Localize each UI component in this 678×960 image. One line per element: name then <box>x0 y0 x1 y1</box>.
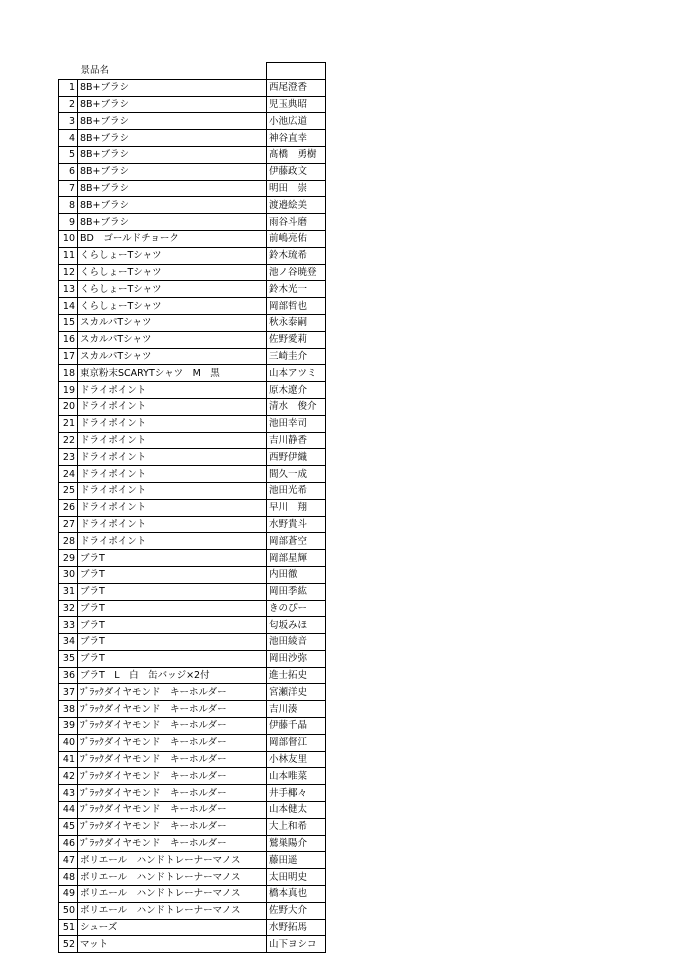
table-row <box>59 398 326 415</box>
row-number-cell: 24 <box>59 466 78 483</box>
row-number-cell: 47 <box>59 852 78 869</box>
row-number-cell: 30 <box>59 566 78 583</box>
row-number-cell: 20 <box>59 398 78 415</box>
table-row <box>59 533 326 550</box>
prize-cell: ﾌﾞﾗｯｸダイヤモンド キーホルダー <box>78 734 267 751</box>
table-row <box>59 785 326 802</box>
winner-cell: 大上和希 <box>267 818 326 835</box>
winner-cell: 山本アツミ <box>267 365 326 382</box>
row-number-cell: 44 <box>59 802 78 819</box>
row-number-cell: 17 <box>59 348 78 365</box>
table-row <box>59 634 326 651</box>
row-number-cell: 46 <box>59 835 78 852</box>
table-row <box>59 835 326 852</box>
table-row <box>59 432 326 449</box>
row-number-cell: 38 <box>59 701 78 718</box>
table-row <box>59 264 326 281</box>
prize-cell: ﾌﾞﾗｯｸダイヤモンド キーホルダー <box>78 818 267 835</box>
winner-cell: 岡部督江 <box>267 734 326 751</box>
winner-cell: 三崎圭介 <box>267 348 326 365</box>
prize-cell: ﾌﾞﾗｯｸダイヤモンド キーホルダー <box>78 751 267 768</box>
row-number-cell: 25 <box>59 482 78 499</box>
winner-cell: 池田綾音 <box>267 634 326 651</box>
prize-cell: 8B+ブラシ <box>78 180 267 197</box>
winner-cell: 清水 俊介 <box>267 398 326 415</box>
prize-cell: ﾌﾞﾗｯｸダイヤモンド キーホルダー <box>78 802 267 819</box>
winner-cell: 山本唯菜 <box>267 768 326 785</box>
prize-cell: ボリエール ハンドトレーナーマノス <box>78 852 267 869</box>
table-row <box>59 466 326 483</box>
winner-cell: 前嶋亮佑 <box>267 230 326 247</box>
row-number-cell: 21 <box>59 415 78 432</box>
row-number-cell: 22 <box>59 432 78 449</box>
winner-cell: 水野拓馬 <box>267 919 326 936</box>
table-row <box>59 852 326 869</box>
winner-cell: 橋本真也 <box>267 886 326 903</box>
row-number-cell: 33 <box>59 617 78 634</box>
table-row <box>59 79 326 96</box>
prize-cell: くらしょーTシャツ <box>78 281 267 298</box>
prize-cell: ブラT <box>78 566 267 583</box>
prize-cell: ブラT <box>78 650 267 667</box>
table-row <box>59 331 326 348</box>
winner-cell: 岡部蒼空 <box>267 533 326 550</box>
prize-cell: シューズ <box>78 919 267 936</box>
row-number-cell: 28 <box>59 533 78 550</box>
winner-cell: 池ノ谷暁登 <box>267 264 326 281</box>
table-row <box>59 734 326 751</box>
prize-cell: ブラT <box>78 550 267 567</box>
table-row <box>59 902 326 919</box>
winner-cell: 早川 翔 <box>267 499 326 516</box>
table-row <box>59 482 326 499</box>
winner-cell: 山下ヨシコ <box>267 936 326 953</box>
winner-cell: 鈴木琉希 <box>267 247 326 264</box>
table-row <box>59 382 326 399</box>
row-number-cell: 16 <box>59 331 78 348</box>
prize-cell: スカルパTシャツ <box>78 314 267 331</box>
table-row <box>59 566 326 583</box>
table-row <box>59 650 326 667</box>
winner-cell: 渡邉絵美 <box>267 197 326 214</box>
winner-cell: 井手椰々 <box>267 785 326 802</box>
table-row <box>59 516 326 533</box>
winner-cell: 岡田沙弥 <box>267 650 326 667</box>
table-row <box>59 718 326 735</box>
winner-cell: 佐野大介 <box>267 902 326 919</box>
table-row <box>59 499 326 516</box>
row-number-cell: 23 <box>59 449 78 466</box>
row-number-cell: 3 <box>59 113 78 130</box>
prize-cell: ブラT L 白 缶バッジ×2付 <box>78 667 267 684</box>
table-row <box>59 701 326 718</box>
row-number-cell: 29 <box>59 550 78 567</box>
table-row <box>59 886 326 903</box>
row-number-cell: 6 <box>59 163 78 180</box>
prize-cell: BD ゴールドチョーク <box>78 230 267 247</box>
row-number-cell: 52 <box>59 936 78 953</box>
prize-cell: 8B+ブラシ <box>78 96 267 113</box>
winner-cell: 匂坂みほ <box>267 617 326 634</box>
table-row <box>59 180 326 197</box>
prize-cell: ドライポイント <box>78 382 267 399</box>
winner-cell: 西尾澄香 <box>267 79 326 96</box>
prize-cell: 8B+ブラシ <box>78 113 267 130</box>
row-number-cell: 14 <box>59 298 78 315</box>
row-number-cell: 49 <box>59 886 78 903</box>
table-row <box>59 936 326 953</box>
table-row <box>59 214 326 231</box>
prize-cell: ボリエール ハンドトレーナーマノス <box>78 869 267 886</box>
row-number-cell: 42 <box>59 768 78 785</box>
row-number-cell: 7 <box>59 180 78 197</box>
prize-cell: くらしょーTシャツ <box>78 247 267 264</box>
prize-cell: ドライポイント <box>78 466 267 483</box>
row-number-cell: 15 <box>59 314 78 331</box>
prize-cell: ﾌﾞﾗｯｸダイヤモンド キーホルダー <box>78 701 267 718</box>
prize-cell: くらしょーTシャツ <box>78 264 267 281</box>
table-row <box>59 298 326 315</box>
prize-cell: 8B+ブラシ <box>78 163 267 180</box>
prize-cell: ﾌﾞﾗｯｸダイヤモンド キーホルダー <box>78 684 267 701</box>
prize-cell: 東京粉末SCARYTシャツ M 黒 <box>78 365 267 382</box>
header-number-cell <box>59 63 78 80</box>
row-number-cell: 39 <box>59 718 78 735</box>
winner-cell: 伊藤政文 <box>267 163 326 180</box>
prize-cell: 8B+ブラシ <box>78 79 267 96</box>
row-number-cell: 26 <box>59 499 78 516</box>
winner-cell: 吉川静香 <box>267 432 326 449</box>
winner-cell: 雨谷斗磨 <box>267 214 326 231</box>
table-row <box>59 667 326 684</box>
table-row <box>59 768 326 785</box>
row-number-cell: 1 <box>59 79 78 96</box>
winner-cell: 太田明史 <box>267 869 326 886</box>
table-row <box>59 449 326 466</box>
winner-cell: 池田光希 <box>267 482 326 499</box>
winner-cell: 山本健太 <box>267 802 326 819</box>
prize-cell: ﾌﾞﾗｯｸダイヤモンド キーホルダー <box>78 718 267 735</box>
prize-cell: ドライポイント <box>78 398 267 415</box>
table-row <box>59 751 326 768</box>
row-number-cell: 13 <box>59 281 78 298</box>
prize-cell: ドライポイント <box>78 432 267 449</box>
winner-cell: 間久一成 <box>267 466 326 483</box>
winner-cell: 秋永泰嗣 <box>267 314 326 331</box>
table-row <box>59 365 326 382</box>
winner-cell: 鈴木光一 <box>267 281 326 298</box>
prize-cell: ドライポイント <box>78 449 267 466</box>
row-number-cell: 5 <box>59 146 78 163</box>
prize-cell: ﾌﾞﾗｯｸダイヤモンド キーホルダー <box>78 785 267 802</box>
winner-cell: 内田徹 <box>267 566 326 583</box>
table-row <box>59 230 326 247</box>
winner-cell: 宮瀬洋史 <box>267 684 326 701</box>
header-winner-cell <box>267 63 326 80</box>
row-number-cell: 51 <box>59 919 78 936</box>
row-number-cell: 48 <box>59 869 78 886</box>
prize-winner-sheet <box>58 62 326 953</box>
winner-cell: 岡部星輝 <box>267 550 326 567</box>
winner-cell: 小池広道 <box>267 113 326 130</box>
winner-cell: 原木遼介 <box>267 382 326 399</box>
row-number-cell: 8 <box>59 197 78 214</box>
prize-cell: スカルパTシャツ <box>78 348 267 365</box>
winner-cell: 髙橋 勇樹 <box>267 146 326 163</box>
winner-cell: 藤田遥 <box>267 852 326 869</box>
table-row <box>59 550 326 567</box>
row-number-cell: 45 <box>59 818 78 835</box>
table-row <box>59 197 326 214</box>
table-row <box>59 818 326 835</box>
table-row <box>59 146 326 163</box>
row-number-cell: 31 <box>59 583 78 600</box>
prize-cell: くらしょーTシャツ <box>78 298 267 315</box>
winner-cell: 伊藤千晶 <box>267 718 326 735</box>
table-row <box>59 247 326 264</box>
table-row <box>59 583 326 600</box>
prize-cell: マット <box>78 936 267 953</box>
table-row <box>59 617 326 634</box>
row-number-cell: 32 <box>59 600 78 617</box>
winner-cell: きのぴー <box>267 600 326 617</box>
prize-cell: 8B+ブラシ <box>78 130 267 147</box>
prize-cell: ドライポイント <box>78 482 267 499</box>
table-row <box>59 684 326 701</box>
table-row <box>59 96 326 113</box>
winner-cell: 水野貴斗 <box>267 516 326 533</box>
row-number-cell: 50 <box>59 902 78 919</box>
row-number-cell: 41 <box>59 751 78 768</box>
winner-cell: 池田幸司 <box>267 415 326 432</box>
table-row <box>59 415 326 432</box>
winner-cell: 神谷直幸 <box>267 130 326 147</box>
prize-cell: スカルパTシャツ <box>78 331 267 348</box>
prize-cell: ブラT <box>78 617 267 634</box>
row-number-cell: 4 <box>59 130 78 147</box>
prize-cell: ドライポイント <box>78 415 267 432</box>
table-row <box>59 281 326 298</box>
prize-cell: ﾌﾞﾗｯｸダイヤモンド キーホルダー <box>78 768 267 785</box>
winner-cell: 佐野愛莉 <box>267 331 326 348</box>
row-number-cell: 11 <box>59 247 78 264</box>
table-row <box>59 113 326 130</box>
table-row <box>59 314 326 331</box>
prize-cell: ボリエール ハンドトレーナーマノス <box>78 886 267 903</box>
row-number-cell: 35 <box>59 650 78 667</box>
row-number-cell: 19 <box>59 382 78 399</box>
row-number-cell: 12 <box>59 264 78 281</box>
prize-cell: 8B+ブラシ <box>78 146 267 163</box>
winner-cell: 鷲巣陽介 <box>267 835 326 852</box>
row-number-cell: 27 <box>59 516 78 533</box>
prize-table <box>58 62 326 953</box>
prize-cell: ﾌﾞﾗｯｸダイヤモンド キーホルダー <box>78 835 267 852</box>
table-row <box>59 802 326 819</box>
table-row <box>59 348 326 365</box>
row-number-cell: 9 <box>59 214 78 231</box>
row-number-cell: 10 <box>59 230 78 247</box>
prize-cell: ブラT <box>78 634 267 651</box>
prize-cell: ドライポイント <box>78 499 267 516</box>
header-prize-cell: 景品名 <box>78 63 267 80</box>
prize-cell: 8B+ブラシ <box>78 197 267 214</box>
winner-cell: 児玉典昭 <box>267 96 326 113</box>
winner-cell: 吉川湊 <box>267 701 326 718</box>
row-number-cell: 18 <box>59 365 78 382</box>
table-row <box>59 163 326 180</box>
winner-cell: 小林友里 <box>267 751 326 768</box>
winner-cell: 明田 崇 <box>267 180 326 197</box>
winner-cell: 岡田季紘 <box>267 583 326 600</box>
table-row <box>59 130 326 147</box>
prize-cell: ボリエール ハンドトレーナーマノス <box>78 902 267 919</box>
winner-cell: 進士拓史 <box>267 667 326 684</box>
prize-cell: 8B+ブラシ <box>78 214 267 231</box>
table-row <box>59 919 326 936</box>
prize-cell: ドライポイント <box>78 533 267 550</box>
winner-cell: 岡部哲也 <box>267 298 326 315</box>
row-number-cell: 40 <box>59 734 78 751</box>
header-row <box>59 63 326 80</box>
table-row <box>59 600 326 617</box>
row-number-cell: 36 <box>59 667 78 684</box>
winner-cell: 西野伊織 <box>267 449 326 466</box>
prize-cell: ブラT <box>78 583 267 600</box>
prize-cell: ブラT <box>78 600 267 617</box>
table-row <box>59 869 326 886</box>
row-number-cell: 2 <box>59 96 78 113</box>
row-number-cell: 43 <box>59 785 78 802</box>
row-number-cell: 37 <box>59 684 78 701</box>
prize-cell: ドライポイント <box>78 516 267 533</box>
row-number-cell: 34 <box>59 634 78 651</box>
